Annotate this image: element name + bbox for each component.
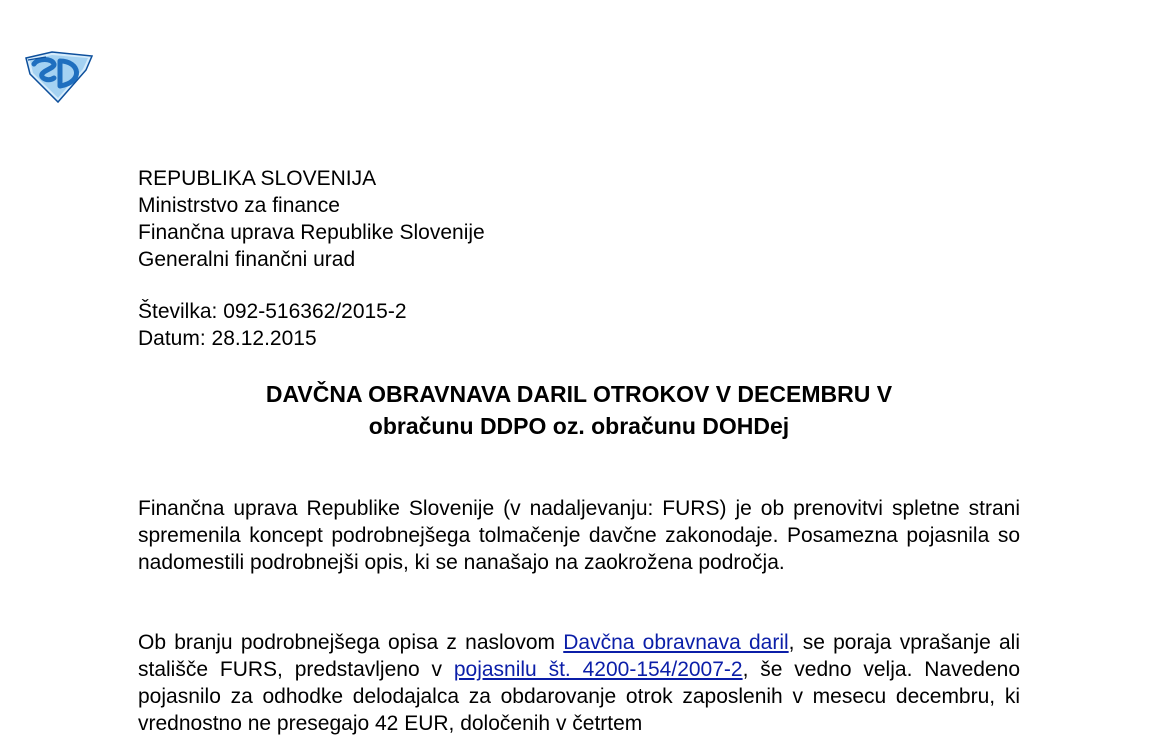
document-date: Datum: 28.12.2015 — [138, 327, 317, 350]
furs-logo-icon — [22, 48, 96, 104]
link-explanation-number[interactable]: pojasnilu št. 4200-154/2007-2 — [453, 658, 743, 681]
paragraph-text-part-2: , se poraja vprašanje ali stališče FURS, predstavljeno v — [138, 631, 1020, 681]
country-name: REPUBLIKA SLOVENIJA — [138, 167, 377, 190]
document-title — [138, 378, 1020, 442]
paragraph-intro: Finančna uprava Republike Slovenije (v nadaljevanju: FURS) je ob prenovitvi spletne strani spremenila koncept podrobnejšega tolmačenje davčne zakonodaje. Posamezna pojasnila so nadomestili podrobnejši opis, ki se nanašajo na zaokrožena področja. — [138, 497, 1020, 574]
institution-header — [138, 165, 1020, 273]
title-line-1: DAVČNA OBRAVNAVA DARIL OTROKOV V DECEMBRU V — [265, 381, 893, 407]
document-number: Številka: 092-516362/2015-2 — [138, 300, 407, 323]
paragraph-question — [138, 629, 1020, 737]
ministry-name: Ministrstvo za finance — [138, 194, 340, 217]
document-reference — [138, 298, 1020, 352]
paragraph-text-part-1: Ob branju podrobnejšega opisa z naslovom — [138, 631, 564, 654]
paragraph-text-part-3: , še vedno velja. Navedeno pojasnilo za odhodke delodajalca za obdarovanje otrok zaposlenih v mesecu decembru, ki vrednostno ne presegajo 42 EUR, določenih v četrtem — [138, 658, 1020, 735]
office-name: Generalni finančni urad — [138, 248, 356, 271]
link-gift-tax-treatment[interactable]: Davčna obravnava daril — [563, 631, 789, 654]
administration-name: Finančna uprava Republike Slovenije — [138, 221, 485, 244]
title-line-2: obračunu DDPO oz. obračunu DOHDej — [368, 413, 790, 439]
